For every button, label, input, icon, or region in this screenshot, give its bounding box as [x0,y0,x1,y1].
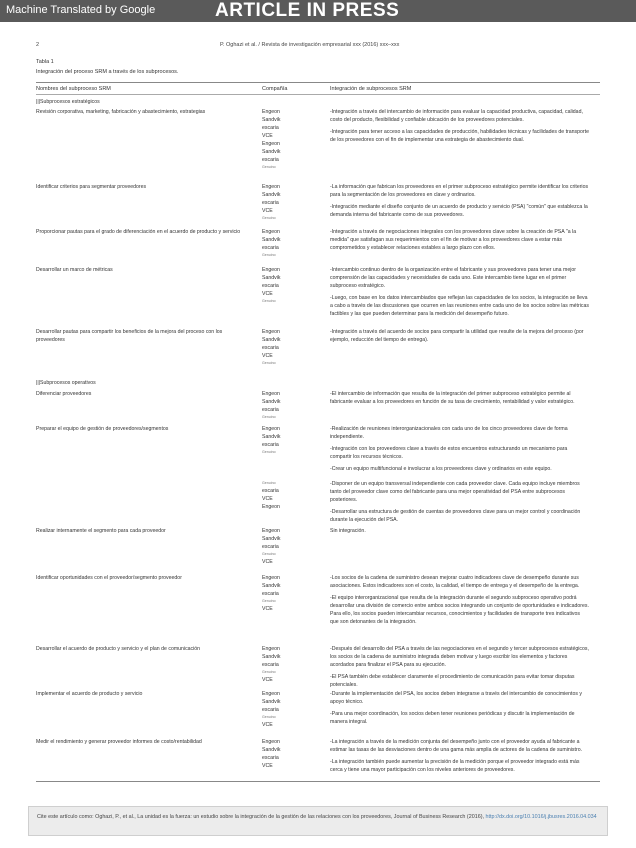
company-entry: Genuino [262,552,276,556]
company-entry: VCE [262,677,273,683]
integration-item: -Durante la implementación del PSA, los socios deben integrarse a través del intercambio de conocimientos y apoyo técnico. [330,691,583,705]
company-list [262,690,324,729]
company-entry: Sandvik [262,747,281,753]
integration-item: -Integración a través de negociaciones integrales con los proveedores clave sobre la creación de PSA "a la medida" que satisfagan sus requerimientos con el fin de motivar a los proveedores clave a estar más comprometidos y establecer relaciones estables a largo plazo con ellos. [330,229,577,251]
company-entry: VCE [262,606,273,612]
company-list [262,574,324,613]
company-entry: Engeon [262,184,280,190]
table-label: Tabla 1 [36,59,54,65]
company-list [262,266,324,305]
table-top-rule [36,82,600,83]
company-entry: escaria [262,488,279,494]
integration-text [330,645,590,693]
company-list [262,480,324,511]
integration-item: -Después del desarrollo del PSA a través de las negociaciones en el segundo y tercer subprocesos estratégicos, los socios de la cadena de suministro integrada deben motivar y luego escribir los elementos y factores acordados para finalizar el PSA para su ejecución. [330,646,589,668]
company-entry: VCE [262,291,273,297]
subprocess-name: Identificar criterios para segmentar proveedores [36,184,147,190]
subprocess-name: Proporcionar pautas para el grado de diferenciación en el acuerdo de producto y servicio [36,229,241,235]
company-entry: Genuino [262,670,276,674]
company-entry: escaria [262,707,279,713]
company-entry: escaria [262,157,279,163]
company-entry: escaria [262,662,279,668]
company-entry: Genuino [262,450,276,454]
company-entry: Engeon [262,504,280,510]
subprocess-name: Identificar oportunidades con el proveedor/segmento proveedor [36,575,182,581]
column-header-company: Compañía [262,86,288,92]
integration-item: -El equipo interorganizacional que resulta de la integración durante el segundo subproceso operativo podrá desarrollar una división de comercio entre ambos socios integrando un conjunto de oportunidades e indicadores. Para ello, los socios pueden intercambiar recursos, conocimientos y facilidades de transporte tres indicativos que son detonantes de la integración. [330,595,589,625]
company-entry: Sandvik [262,149,281,155]
company-entry: Engeon [262,739,280,745]
integration-item: Sin integración. [330,528,366,534]
company-entry: Sandvik [262,275,281,281]
company-entry: Sandvik [262,117,281,123]
company-entry: escaria [262,125,279,131]
integration-text [330,183,590,223]
company-entry: Genuino [262,599,276,603]
company-list [262,183,324,222]
company-entry: VCE [262,559,273,565]
integration-item: -Integración para tener acceso a las capacidades de producción, habilidades técnicas y facilidades de transporte de los proveedores con el fin de implementar una estrategia de abastecimiento dual. [330,129,589,143]
integration-item: -El PSA también debe establecer claramente el procedimiento de comunicación para evitar tomar disputas potenciales. [330,674,575,688]
company-list [262,527,324,566]
integration-item: -Luego, con base en los datos intercambiados que reflejan las capacidades de los socios, la integración se lleva a cabo a través de las discusiones que ocurren en las reuniones entre cada uno de los socios sobre las métricas factibles y las que pueden determinar para la medición del desempeño futuro. [330,295,589,317]
citation-text [37,813,602,822]
subprocess-name: Desarrollar pautas para compartir los beneficios de la mejora del proceso con los proveedores [36,329,223,343]
section-strategic: |||Subprocesos estratégicos [36,99,100,105]
citation-body: Cite este artículo como: Oghazi, P., et al., La unidad es la fuerza: un estudio sobre la integración de la gestión de las relaciones con los proveedores, Journal of Business Research (2016), [37,814,484,820]
company-entry: Engeon [262,229,280,235]
subprocess-name: Diferenciar proveedores [36,391,92,397]
company-entry: Engeon [262,391,280,397]
integration-item: -La información que fabrican los proveedores en el primer subproceso estratégico permite identificar los criterios para la segmentación de los proveedores en clave y ordinarios. [330,184,589,198]
column-header-integration: Integración de subprocesos SRM [330,86,412,92]
integration-item: -Intercambio continuo dentro de la organización entre el fabricante y sus proveedores para tener una mejor comprensión de las capacidades y necesidades de cada uno. Este intercambio tiene lugar en el primer subproceso estratégico. [330,267,576,289]
integration-item: -Integración a través del acuerdo de socios para compartir la utilidad que resulte de la mejora del proceso (por ejemplo, reducción del tiempo de entrega). [330,329,584,343]
integration-text [330,690,590,730]
subprocess-name: Revisión corporativa, marketing, fabricación y abastecimiento, estrategias [36,109,206,115]
company-entry: Engeon [262,426,280,432]
article-in-press-label: ARTICLE IN PRESS [215,0,400,21]
company-entry: Genuino [262,216,276,220]
company-entry: Engeon [262,109,280,115]
subprocess-name: Realizar internamente el segmento para cada proveedor [36,528,166,534]
integration-text [330,425,590,477]
company-entry: Engeon [262,575,280,581]
company-entry: VCE [262,353,273,359]
company-entry: escaria [262,245,279,251]
company-entry: escaria [262,283,279,289]
subprocess-name: Medir el rendimiento y generar proveedor informes de costo/rentabilidad [36,739,202,745]
table-caption: Integración del proceso SRM a través de los subprocesos. [36,69,179,75]
company-entry: Sandvik [262,237,281,243]
company-entry: Engeon [262,691,280,697]
company-list [262,390,324,421]
company-entry: escaria [262,544,279,550]
integration-item: -Realización de reuniones interorganizacionales con cada uno de los cinco proveedores clave de forma independiente. [330,426,568,440]
company-list [262,108,324,171]
subprocess-name: Desarrollar el acuerdo de producto y servicio y el plan de comunicación [36,646,201,652]
company-list [262,738,324,770]
company-entry: Sandvik [262,583,281,589]
company-entry: escaria [262,442,279,448]
integration-item: -Integración a través del intercambio de información para evaluar la capacidad productiva, capacidad, calidad, costo del producto, flexibilidad y confiable ubicación de los proveedores potenciales. [330,109,583,123]
integration-item: -El intercambio de información que resulta de la integración del primer subproceso estratégico permite al fabricante evaluar a los proveedores en función de su tasa de crecimiento, rentabilidad y valor estratégico. [330,391,575,405]
integration-item: -Para una mejor coordinación, los socios deben tener reuniones periódicas y discutir la implementación de manera integral. [330,711,575,725]
company-entry: Genuino [262,253,276,257]
subprocess-name: Implementar el acuerdo de producto y servicio [36,691,143,697]
machine-translation-banner [0,0,636,22]
company-entry: Sandvik [262,434,281,440]
company-entry: VCE [262,208,273,214]
company-entry: escaria [262,345,279,351]
company-entry: Genuino [262,415,276,419]
company-entry: Genuino [262,481,276,485]
company-list [262,645,324,684]
company-entry: Engeon [262,646,280,652]
integration-item: -Crear un equipo multifuncional e involucrar a los proveedores clave y ordinarios en este equipo. [330,466,552,472]
company-entry: Engeon [262,329,280,335]
company-entry: escaria [262,755,279,761]
table-header-rule [36,94,600,95]
company-entry: Genuino [262,299,276,303]
citation-doi-link[interactable]: http://dx.doi.org/10.1016/j.jbusres.2016.04.034 [485,814,597,820]
integration-text [330,228,590,256]
table-bottom-rule [36,781,600,782]
company-entry: Engeon [262,528,280,534]
page-number: 2 [36,42,40,48]
section-operational: |||Subprocesos operativos [36,380,96,386]
integration-item: -Integración con los proveedores clave a través de estos encuentros estructurando un mecanismo para compartir los recursos técnicos. [330,446,568,460]
running-head: P. Oghazi et al. / Revista de investigación empresarial xxx (2016) xxx–xxx [220,42,400,48]
company-entry: Sandvik [262,192,281,198]
integration-text [330,480,590,528]
company-entry: Genuino [262,361,276,365]
company-entry: Sandvik [262,536,281,542]
company-entry: Sandvik [262,654,281,660]
machine-translated-label: Machine Translated by Google [6,4,156,16]
company-entry: Engeon [262,141,280,147]
integration-item: -Los socios de la cadena de suministro desean mejorar cuatro indicadores clave de desempeño durante sus asociaciones. Estos indicadores son el costo, la calidad, el tiempo de entrega y el desempeño de la entrega. [330,575,580,589]
company-entry: Sandvik [262,337,281,343]
company-entry: VCE [262,496,273,502]
subprocess-name: Preparar el equipo de gestión de proveedores/segmentos [36,426,169,432]
company-entry: Sandvik [262,699,281,705]
citation-box [28,806,608,836]
subprocess-name: Desarrollar un marco de métricas [36,267,113,273]
company-entry: escaria [262,407,279,413]
company-entry: VCE [262,722,273,728]
company-entry: VCE [262,763,273,769]
integration-item: -Integración mediante el diseño conjunto de un acuerdo de producto y servicio (PSA) "común" que establezca la demanda interna del fabricante como de sus proveedores. [330,204,588,218]
integration-item: -Desarrollar una estructura de gestión de cuentas de proveedores clave para un mejor control y coordinación durante la ejecución del PSA. [330,509,581,523]
integration-text [330,108,590,148]
integration-text [330,738,590,778]
company-entry: Genuino [262,165,276,169]
integration-item: -La integración también puede aumentar la precisión de la medición porque el proveedor integrado está más cerca y tiene una mayor participación con los niveles anteriores de proveedores. [330,759,580,773]
company-entry: Genuino [262,715,276,719]
company-entry: Engeon [262,267,280,273]
company-entry: Sandvik [262,399,281,405]
integration-text [330,574,590,630]
integration-item: -La integración a través de la medición conjunta del desempeño junto con el proveedor ayuda al fabricante a estimar las tasas de las desviaciones dentro de una gama más amplia de actores de la cadena de suministro. [330,739,583,753]
integration-text [330,527,590,539]
company-entry: escaria [262,200,279,206]
column-header-name: Nombres del subproceso SRM [36,86,111,92]
integration-item: -Disponer de un equipo transversal independiente con cada proveedor clave. Cada equipo incluye miembros tanto del proveedor clave como del fabricante para una mejor operatividad del PSA entre subprocesos posteriores. [330,481,580,503]
integration-text [330,328,590,348]
integration-text [330,266,590,322]
company-entry: VCE [262,133,273,139]
company-entry: escaria [262,591,279,597]
company-list [262,425,324,456]
company-list [262,328,324,367]
company-list [262,228,324,259]
integration-text [330,390,590,410]
